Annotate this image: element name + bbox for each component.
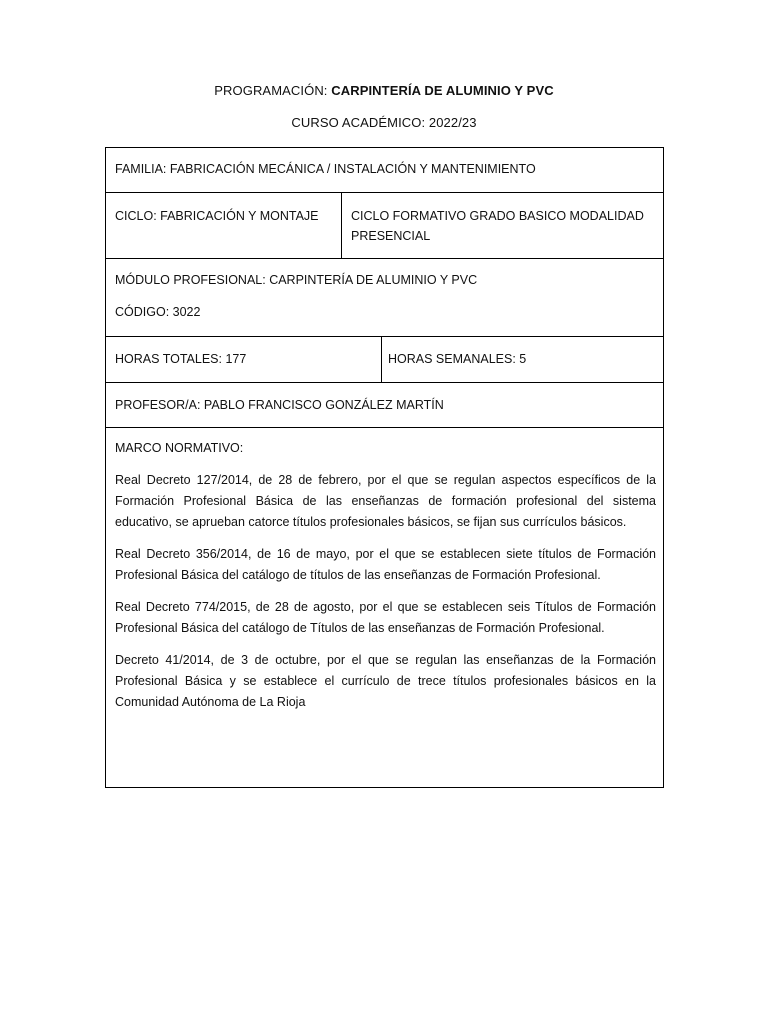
ciclo-formativo-text: CICLO FORMATIVO GRADO BASICO MODALIDAD PRESENCIAL bbox=[351, 209, 644, 243]
marco-normativo-list bbox=[115, 470, 656, 724]
horas-semanales-cell bbox=[381, 336, 664, 383]
horas-semanales-text: HORAS SEMANALES: 5 bbox=[388, 352, 527, 366]
marco-normativo-title: MARCO NORMATIVO: bbox=[115, 441, 244, 455]
horas-totales-text: HORAS TOTALES: 177 bbox=[115, 352, 247, 366]
modulo-text: MÓDULO PROFESIONAL: CARPINTERÍA DE ALUMINIO Y PVC bbox=[115, 273, 478, 287]
ciclo-text: CICLO: FABRICACIÓN Y MONTAJE bbox=[115, 209, 319, 223]
decreto-paragraph-1: Real Decreto 127/2014, de 28 de febrero, por el que se regulan aspectos específicos de la Formación Profesional Básica de las enseñanzas de formación profesional del sistema educativo, se aprueban catorce títulos profesionales básicos, se fijan sus currículos básicos. bbox=[115, 473, 656, 529]
marco-normativo-cell bbox=[105, 427, 664, 788]
familia-text: FAMILIA: FABRICACIÓN MECÁNICA / INSTALACIÓN Y MANTENIMIENTO bbox=[115, 162, 536, 176]
programacion-heading bbox=[0, 83, 768, 98]
ciclo-cell bbox=[105, 192, 342, 259]
profesor-cell bbox=[105, 382, 664, 428]
horas-totales-cell bbox=[105, 336, 382, 383]
codigo-text: CÓDIGO: 3022 bbox=[115, 305, 201, 319]
decreto-paragraph-3: Real Decreto 774/2015, de 28 de agosto, por el que se establecen seis Títulos de Formación Profesional Básica del catálogo de Títulos de las enseñanzas de Formación Profesional. bbox=[115, 600, 656, 635]
modulo-cell bbox=[105, 258, 664, 337]
decreto-paragraph-4: Decreto 41/2014, de 3 de octubre, por el que se regulan las enseñanzas de la Formación Profesional Básica y se establece el currículo de trece títulos profesionales básicos en la Comunidad Autónoma de La Rioja bbox=[115, 653, 656, 709]
programacion-prefix: PROGRAMACIÓN: bbox=[214, 83, 332, 98]
programacion-title: CARPINTERÍA DE ALUMINIO Y PVC bbox=[331, 83, 554, 98]
curso-heading: CURSO ACADÉMICO: 2022/23 bbox=[291, 115, 477, 130]
profesor-text: PROFESOR/A: PABLO FRANCISCO GONZÁLEZ MARTÍN bbox=[115, 398, 444, 412]
familia-cell bbox=[105, 147, 664, 193]
decreto-paragraph-2: Real Decreto 356/2014, de 16 de mayo, por el que se establecen siete títulos de Formación Profesional Básica del catálogo de títulos de las enseñanzas de Formación Profesional. bbox=[115, 547, 656, 582]
ciclo-formativo-cell bbox=[341, 192, 664, 259]
